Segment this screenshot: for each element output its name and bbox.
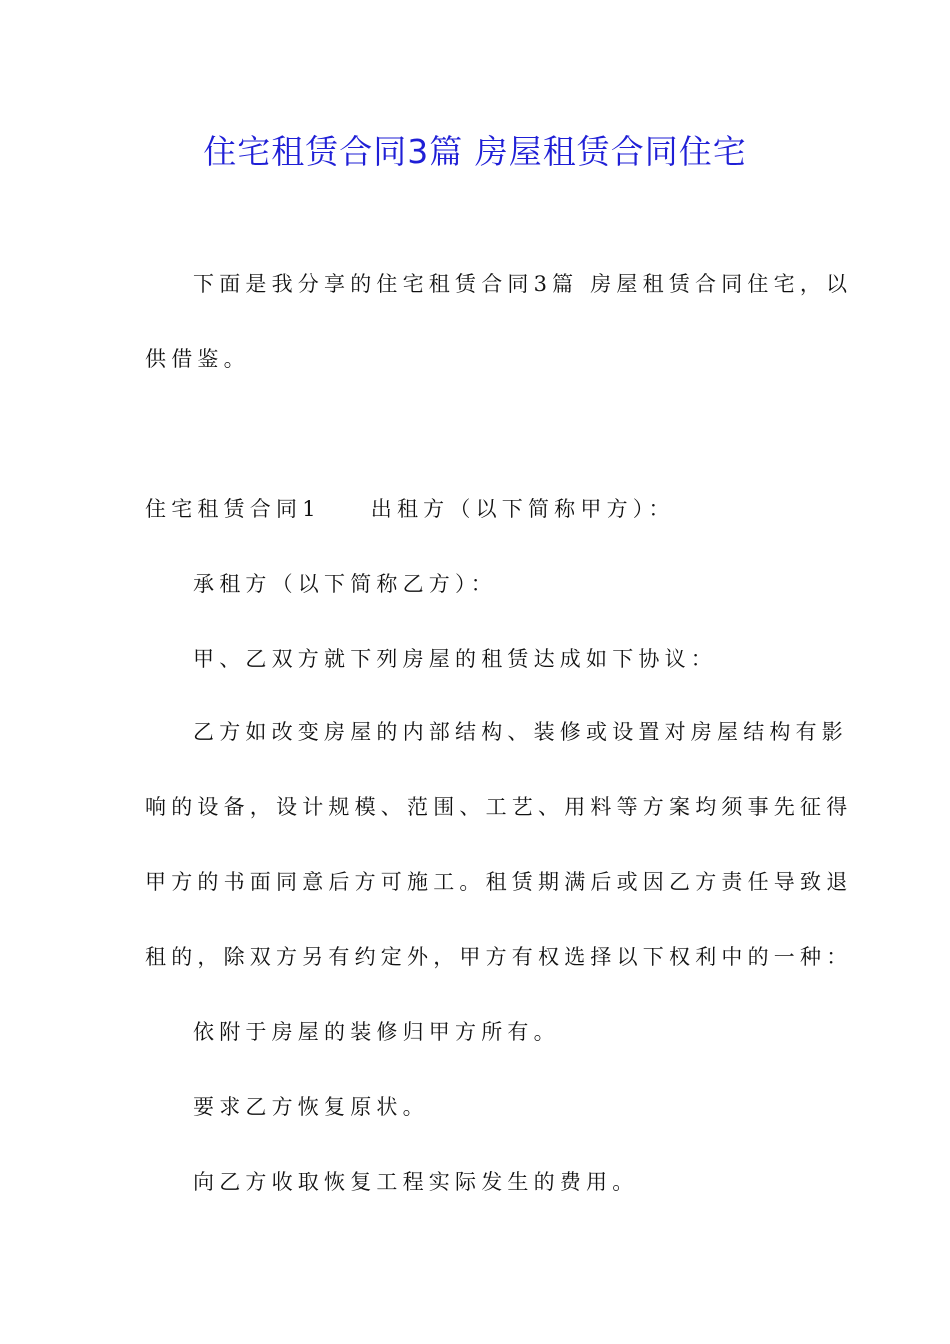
lessee-label: 承租方（以下简称乙方）： (193, 572, 497, 596)
contract-heading: 住宅租赁合同1 (145, 497, 321, 521)
lessor-label: 出租方（以下简称甲方）： (370, 497, 675, 521)
intro-line-1: 下面是我分享的住宅租赁合同3篇 房屋租赁合同住宅，以 (193, 272, 853, 296)
document-title: 住宅租赁合同3篇 房屋租赁合同住宅 (203, 132, 747, 171)
clause-line-2: 响的设备，设计规模、范围、工艺、用料等方案均须事先征得 (145, 795, 853, 819)
clause-line-4: 租的，除双方另有约定外，甲方有权选择以下权利中的一种： (145, 945, 853, 969)
clause-line-1: 乙方如改变房屋的内部结构、装修或设置对房屋结构有影 (193, 720, 848, 744)
option-3: 向乙方收取恢复工程实际发生的费用。 (193, 1170, 639, 1194)
contract-heading-row (145, 494, 675, 524)
intro-line-2: 供借鉴。 (145, 347, 250, 371)
agreement-paragraph: 甲、乙双方就下列房屋的租赁达成如下协议： (193, 647, 717, 671)
clause-line-3: 甲方的书面同意后方可施工。租赁期满后或因乙方责任导致退 (145, 870, 853, 894)
option-2: 要求乙方恢复原状。 (193, 1095, 429, 1119)
option-1: 依附于房屋的装修归甲方所有。 (193, 1020, 560, 1044)
